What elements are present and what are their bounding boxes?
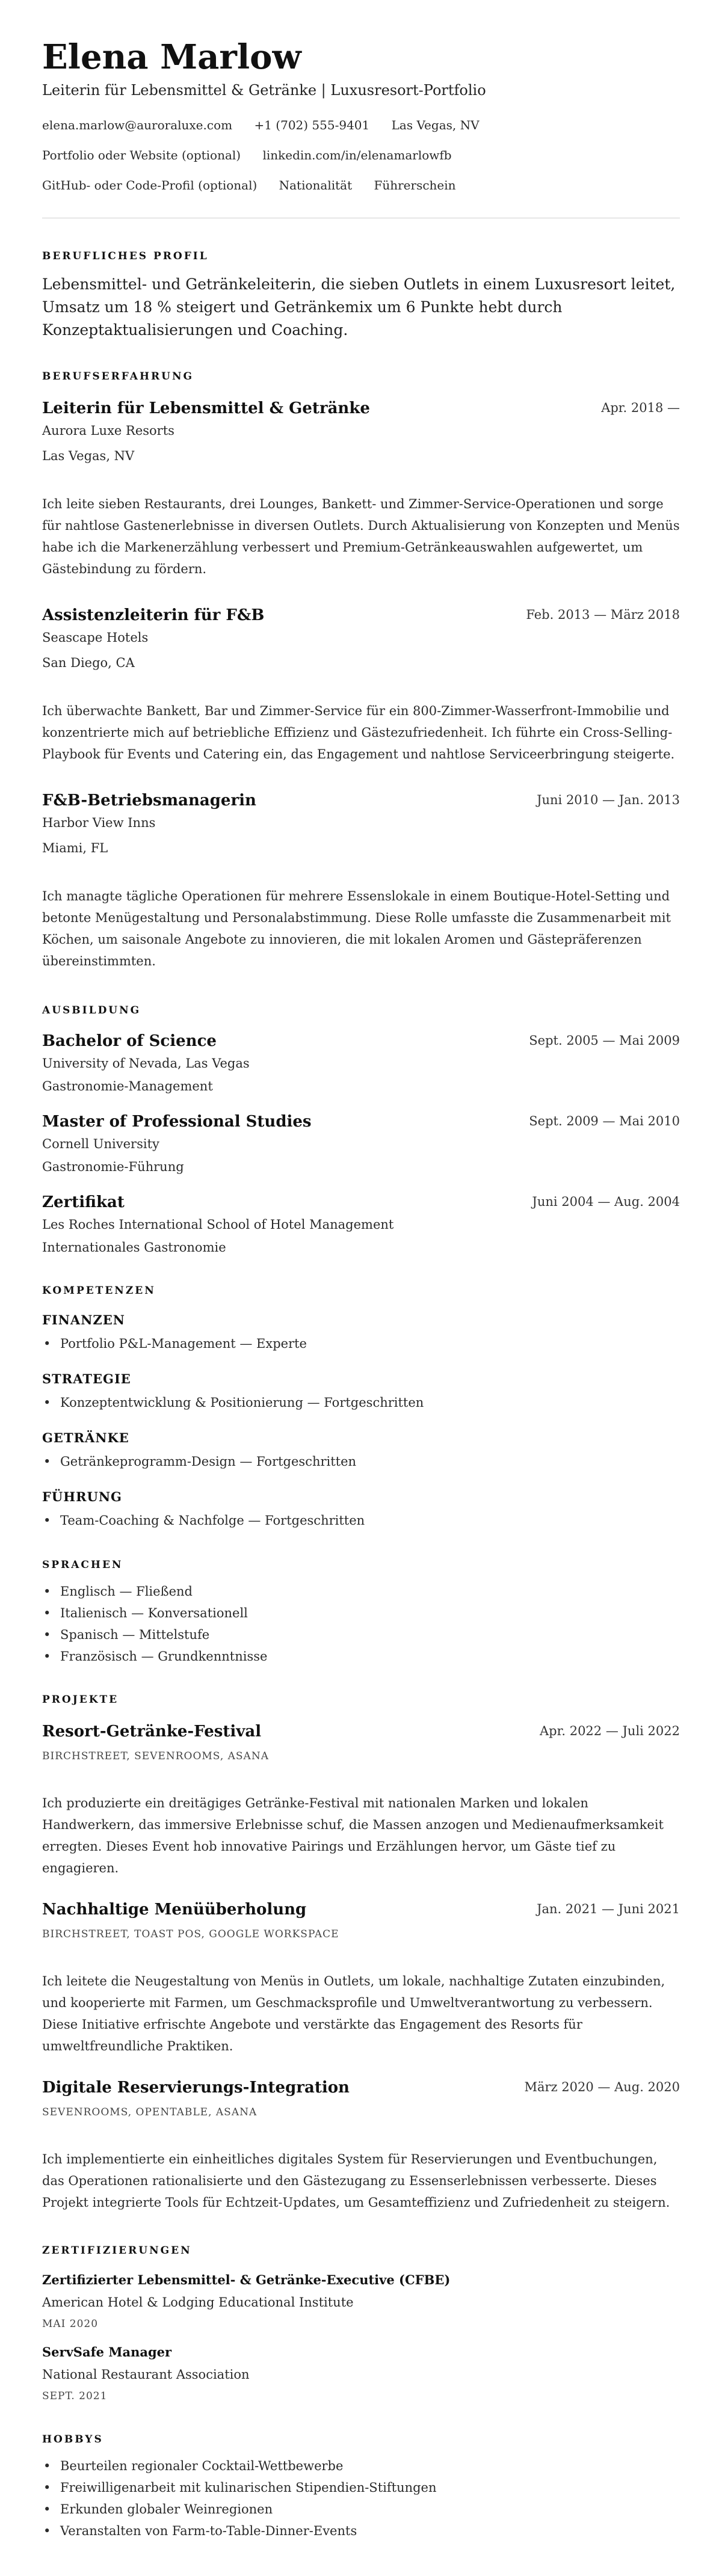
skill-item: • Getränkeprogramm-Design — Fortgeschritten <box>42 1454 356 1469</box>
email-link[interactable]: elena.marlow@auroraluxe.com <box>42 118 233 132</box>
skill-category: FÜHRUNG <box>42 1489 122 1504</box>
project-date: Jan. 2021 — Juni 2021 <box>537 1902 680 1916</box>
drivers-license: Führerschein <box>374 178 456 192</box>
project-date: März 2020 — Aug. 2020 <box>524 2080 680 2094</box>
project-entry <box>42 1723 680 1741</box>
field-of-study: Internationales Gastronomie <box>42 1240 226 1255</box>
certification-title: ServSafe Manager <box>42 2344 172 2359</box>
school: University of Nevada, Las Vegas <box>42 1056 250 1071</box>
language-item: • Spanisch — Mittelstufe <box>42 1628 209 1642</box>
education-date: Juni 2004 — Aug. 2004 <box>532 1194 680 1209</box>
project-date: Apr. 2022 — Juli 2022 <box>540 1724 680 1738</box>
job-company: Harbor View Inns <box>42 816 156 830</box>
job-company: Aurora Luxe Resorts <box>42 423 174 438</box>
project-title: Resort-Getränke-Festival <box>42 1723 262 1741</box>
contact-line-3 <box>42 178 474 192</box>
section-heading-skills: KOMPETENZEN <box>42 1285 156 1297</box>
skill-item: • Team-Coaching & Nachfolge — Fortgeschritten <box>42 1513 365 1528</box>
hobby-item: • Veranstalten von Farm-to-Table-Dinner-Events <box>42 2524 357 2538</box>
skill-category: STRATEGIE <box>42 1371 131 1386</box>
education-entry <box>42 1113 680 1131</box>
job-date: Apr. 2018 — <box>601 401 680 415</box>
job-date: Feb. 2013 — März 2018 <box>526 607 680 622</box>
project-tools: BIRCHSTREET, SEVENROOMS, ASANA <box>42 1750 269 1762</box>
section-heading-education: AUSBILDUNG <box>42 1004 141 1016</box>
certification-issuer: National Restaurant Association <box>42 2367 250 2382</box>
job-location: Miami, FL <box>42 841 108 855</box>
certification-title: Zertifizierter Lebensmittel- & Getränke-Executive (CFBE) <box>42 2272 451 2287</box>
certification-date: MAI 2020 <box>42 2318 99 2330</box>
hobby-item: • Freiwilligenarbeit mit kulinarischen Stipendien-Stiftungen <box>42 2480 437 2495</box>
project-description: Ich implementierte ein einheitliches digitales System für Reservierungen und Eventbuchungen, das Operationen rationalisierte und den Gästezugang zu Essenserlebnissen verbesserte. Dieses Projekt integrierte Tools für Echtzeit-Updates, um Gesamteffizienz und Zufriedenheit zu steigern. <box>42 2152 670 2210</box>
project-description: Ich leitete die Neugestaltung von Menüs in Outlets, um lokale, nachhaltige Zutaten einzubinden, und kooperierte mit Farmen, um Geschmacksprofile und Umweltverantwortung zu verbessern. Diese Initiative erfrischte Angebote und verstärkte das Engagement des Resorts für umweltfreundliche Praktiken. <box>42 1974 665 2053</box>
job-entry <box>42 792 680 810</box>
project-entry <box>42 2079 680 2097</box>
section-heading-profile: BERUFLICHES PROFIL <box>42 250 209 262</box>
nationality: Nationalität <box>279 178 353 192</box>
contact-line-1 <box>42 118 498 132</box>
field-of-study: Gastronomie-Management <box>42 1079 213 1093</box>
portfolio-link[interactable]: Portfolio oder Website (optional) <box>42 148 241 162</box>
section-heading-projects: PROJEKTE <box>42 1694 119 1706</box>
job-date: Juni 2010 — Jan. 2013 <box>537 793 680 807</box>
headline: Leiterin für Lebensmittel & Getränke | Luxusresort-Portfolio <box>42 82 486 99</box>
job-title: F&B-Betriebsmanagerin <box>42 792 256 810</box>
linkedin-link[interactable]: linkedin.com/in/elenamarlowfb <box>262 148 452 162</box>
hobby-item: • Beurteilen regionaler Cocktail-Wettbewerbe <box>42 2459 343 2473</box>
job-description: Ich überwachte Bankett, Bar und Zimmer-Service für ein 800-Zimmer-Wasserfront-Immobilie und konzentrierte mich auf betriebliche Effizienz und Gästezufriedenheit. Ich führte ein Cross-Selling-Playbook für Events und Catering ein, das Engagement und nahtlose Serviceerbringung steigerte. <box>42 704 675 761</box>
education-date: Sept. 2005 — Mai 2009 <box>529 1033 680 1048</box>
project-entry <box>42 1901 680 1919</box>
job-description: Ich leite sieben Restaurants, drei Lounges, Bankett- und Zimmer-Service-Operationen und sorge für nahtlose Gastenerlebnisse in diversen Outlets. Durch Aktualisierung von Konzepten und Menüs habe ich die Markenerzählung verbessert und Premium-Getränkeauswahlen aufgewertet, um Gästebindung zu fördern. <box>42 497 680 576</box>
job-entry <box>42 606 680 624</box>
school: Cornell University <box>42 1137 159 1151</box>
project-description: Ich produzierte ein dreitägiges Getränke-Festival mit nationalen Marken und lokalen Handwerkern, das immersive Erlebnisse schuf, die Massen anzogen und Medienaufmerksamkeit erregten. Dieses Event hob innovative Pairings und Erzählungen hervor, um Gäste tief zu engagieren. <box>42 1796 664 1875</box>
language-item: • Italienisch — Konversationell <box>42 1606 248 1620</box>
job-location: San Diego, CA <box>42 656 135 670</box>
section-heading-languages: SPRACHEN <box>42 1559 123 1571</box>
field-of-study: Gastronomie-Führung <box>42 1160 184 1174</box>
project-tools: BIRCHSTREET, TOAST POS, GOOGLE WORKSPACE <box>42 1928 339 1940</box>
job-description: Ich managte tägliche Operationen für mehrere Essenslokale in einem Boutique-Hotel-Setting und betonte Menügestaltung und Personalabstimmung. Diese Rolle umfasste die Zusammenarbeit mit Köchen, um saisonale Angebote zu innovieren, die mit lokalen Aromen und Gästepräferenzen übereinstimmten. <box>42 889 671 968</box>
project-title: Digitale Reservierungs-Integration <box>42 2079 350 2097</box>
skill-item: • Konzeptentwicklung & Positionierung — Fortgeschritten <box>42 1395 424 1410</box>
job-title: Leiterin für Lebensmittel & Getränke <box>42 399 370 417</box>
github-link[interactable]: GitHub- oder Code-Profil (optional) <box>42 178 258 192</box>
job-title: Assistenzleiterin für F&B <box>42 606 265 624</box>
skill-category: GETRÄNKE <box>42 1430 129 1445</box>
job-company: Seascape Hotels <box>42 630 149 645</box>
education-entry <box>42 1193 680 1211</box>
job-entry <box>42 399 680 417</box>
section-heading-certifications: ZERTIFIZIERUNGEN <box>42 2245 192 2257</box>
contact-line-2 <box>42 148 470 162</box>
section-heading-experience: BERUFSERFAHRUNG <box>42 370 194 383</box>
section-heading-hobbies: HOBBYS <box>42 2433 103 2445</box>
skill-item: • Portfolio P&L-Management — Experte <box>42 1336 307 1351</box>
school: Les Roches International School of Hotel Management <box>42 1217 394 1232</box>
skill-category: FINANZEN <box>42 1312 125 1327</box>
location: Las Vegas, NV <box>391 118 480 132</box>
degree: Master of Professional Studies <box>42 1113 312 1131</box>
certification-date: SEPT. 2021 <box>42 2390 108 2402</box>
degree: Bachelor of Science <box>42 1032 217 1050</box>
hobby-item: • Erkunden globaler Weinregionen <box>42 2502 273 2516</box>
degree: Zertifikat <box>42 1193 125 1211</box>
project-title: Nachhaltige Menüüberholung <box>42 1901 307 1919</box>
language-item: • Französisch — Grundkenntnisse <box>42 1649 267 1664</box>
project-tools: SEVENROOMS, OPENTABLE, ASANA <box>42 2106 258 2118</box>
language-item: • Englisch — Fließend <box>42 1584 193 1599</box>
certification-issuer: American Hotel & Lodging Educational Institute <box>42 2295 354 2310</box>
profile-summary: Lebensmittel- und Getränkeleiterin, die sieben Outlets in einem Luxusresort leitet, Umsatz um 18 % steigert und Getränkemix um 6 Punkte hebt durch Konzeptaktualisierungen und Coaching. <box>42 275 676 339</box>
education-date: Sept. 2009 — Mai 2010 <box>529 1114 680 1128</box>
job-location: Las Vegas, NV <box>42 449 135 463</box>
candidate-name: Elena Marlow <box>42 37 301 77</box>
phone-number: +1 (702) 555-9401 <box>254 118 370 132</box>
education-entry <box>42 1032 680 1050</box>
